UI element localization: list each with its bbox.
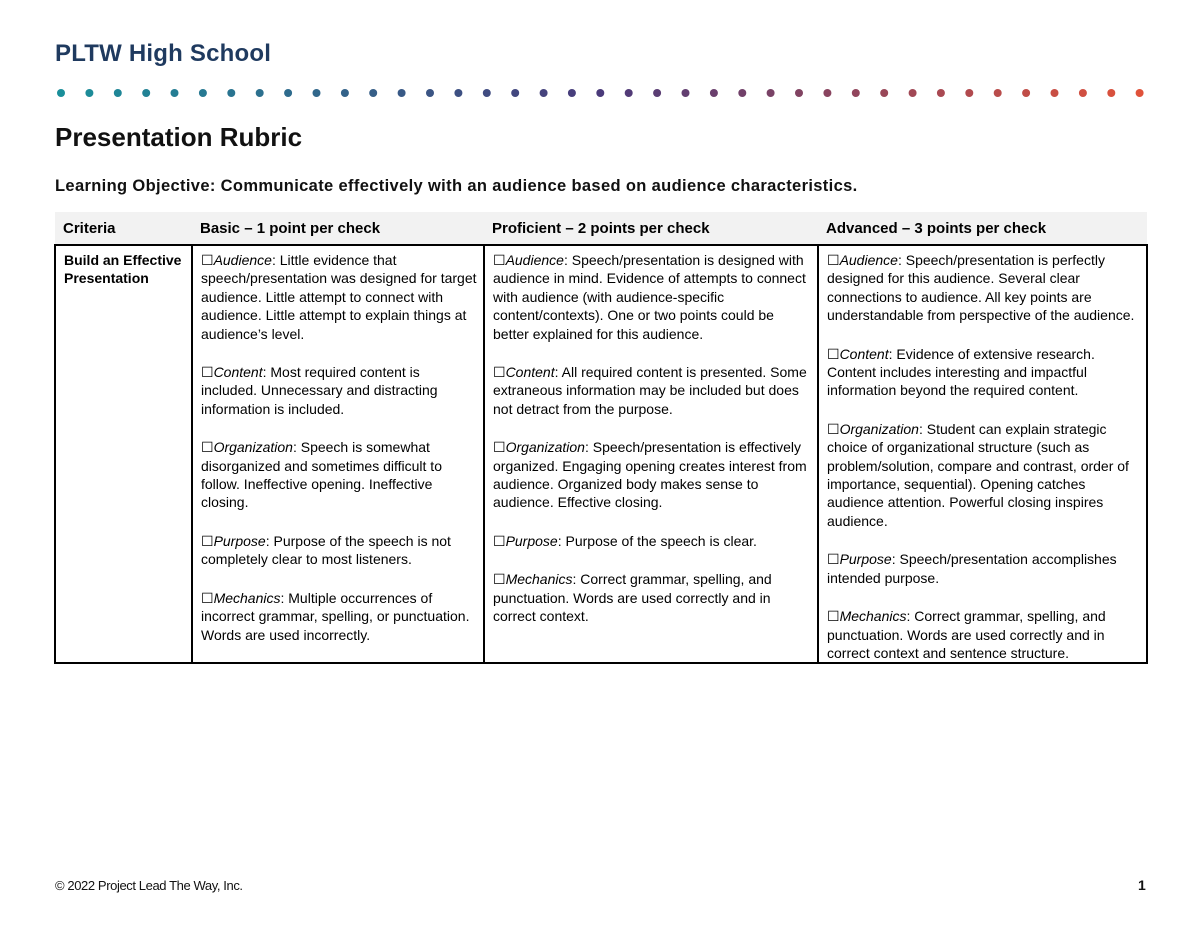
decorative-dot	[199, 89, 207, 97]
criterion-description: : Speech/presentation is designed with audience in mind. Evidence of attempts to connect with audience (with audience-specific content/contexts). One or two points could be better explained for this audience.	[493, 252, 806, 342]
decorative-dot	[823, 89, 831, 97]
decorative-dot	[596, 89, 604, 97]
checkbox-icon[interactable]: ☐	[493, 439, 506, 456]
advanced-cell	[818, 245, 1147, 663]
decorative-dot	[57, 89, 65, 97]
checkbox-icon[interactable]: ☐	[827, 420, 840, 437]
criterion-term: Audience	[213, 252, 272, 268]
decorative-dot	[540, 89, 548, 97]
rubric-header-row	[55, 212, 1147, 245]
decorative-dot	[965, 89, 973, 97]
decorative-dot	[682, 89, 690, 97]
decorative-dot	[313, 89, 321, 97]
criterion-description: : Evidence of extensive research. Content includes interesting and impactful information beyond the required content.	[827, 345, 1095, 399]
decorative-dot	[568, 89, 576, 97]
criterion-term: Purpose	[839, 551, 892, 568]
criterion-term: Organization	[213, 439, 293, 456]
criterion-term: Content	[505, 364, 555, 381]
checkbox-icon[interactable]: ☐	[201, 439, 214, 456]
criterion-description: : Purpose of the speech is not completely clear to most listeners.	[201, 532, 451, 568]
criterion-description: : Student can explain strategic choice of organizational structure (such as problem/solution, compare and contrast, order of importance, sequential). Opening catches audience attention. Powerful closing inspires audience.	[827, 420, 1129, 529]
org-title: PLTW High School	[55, 40, 272, 67]
decorative-dot	[653, 89, 661, 97]
decorative-dot	[171, 89, 179, 97]
criterion-term: Mechanics	[213, 589, 281, 606]
decorative-dot	[625, 89, 633, 97]
decorative-dot	[85, 89, 93, 97]
decorative-dot	[1079, 89, 1087, 97]
learning-objective: Learning Objective: Communicate effectively with an audience based on audience characteristics.	[55, 177, 858, 195]
checkbox-icon[interactable]: ☐	[827, 345, 840, 362]
criterion-description: : Purpose of the speech is clear.	[557, 532, 757, 549]
decorative-dot	[994, 89, 1002, 97]
criterion-term: Audience	[505, 252, 564, 268]
table-row	[55, 245, 1147, 663]
criterion-check-item	[827, 607, 1140, 662]
checkbox-icon[interactable]: ☐	[201, 589, 214, 606]
criteria-cell: Build an Effective Presentation	[55, 245, 192, 663]
checkbox-icon[interactable]: ☐	[493, 532, 506, 549]
proficient-cell	[484, 245, 818, 663]
decorative-dot	[284, 89, 292, 97]
decorative-dot	[909, 89, 917, 97]
criterion-term: Content	[213, 364, 263, 381]
criterion-check-item	[493, 251, 811, 343]
criterion-check-item	[201, 532, 477, 569]
criterion-description: : Speech/presentation is perfectly designed for this audience. Several clear connections to audience. All key points are understandable from perspective of the audience.	[827, 252, 1135, 324]
decorative-dot	[795, 89, 803, 97]
decorative-dot	[227, 89, 235, 97]
checkbox-icon[interactable]: ☐	[493, 252, 506, 268]
decorative-dot	[1022, 89, 1030, 97]
decorative-dot-strip	[57, 86, 1147, 100]
header-advanced: Advanced – 3 points per check	[818, 212, 1147, 245]
basic-cell	[192, 245, 484, 663]
criterion-description: : Speech/presentation is effectively organized. Engaging opening creates interest from audience. Organized body makes sense to audience. Effective closing.	[493, 439, 807, 511]
decorative-dot	[1051, 89, 1059, 97]
rubric-table	[54, 212, 1148, 664]
criterion-check-item	[493, 570, 811, 625]
criterion-check-item	[827, 345, 1140, 400]
criterion-term: Purpose	[213, 532, 266, 549]
checkbox-icon[interactable]: ☐	[827, 252, 840, 268]
decorative-dot	[398, 89, 406, 97]
checkbox-icon[interactable]: ☐	[201, 532, 214, 549]
document-title: Presentation Rubric	[55, 122, 303, 152]
criterion-check-item	[493, 363, 811, 418]
decorative-dot	[880, 89, 888, 97]
decorative-dot	[114, 89, 122, 97]
criterion-term: Audience	[839, 252, 898, 268]
criterion-description: : Most required content is included. Unnecessary and distracting information is included.	[201, 364, 438, 417]
checkbox-icon[interactable]: ☐	[201, 364, 214, 381]
criterion-check-item	[201, 438, 477, 512]
criterion-check-item	[827, 550, 1140, 587]
criterion-check-item	[201, 363, 477, 418]
criterion-term: Purpose	[505, 532, 558, 549]
checkbox-icon[interactable]: ☐	[827, 608, 840, 625]
checkbox-icon[interactable]: ☐	[827, 551, 840, 568]
criterion-check-item	[201, 589, 477, 644]
decorative-dot	[369, 89, 377, 97]
criterion-description: : Correct grammar, spelling, and punctuation. Words are used correctly and in correct context.	[493, 571, 772, 625]
criterion-check-item	[493, 532, 811, 550]
header-criteria: Criteria	[55, 212, 192, 245]
checkbox-icon[interactable]: ☐	[201, 252, 214, 268]
criterion-description: : All required content is presented. Some extraneous information may be included but does not detract from the purpose.	[493, 364, 807, 417]
decorative-dot	[454, 89, 462, 97]
decorative-dot	[142, 89, 150, 97]
criterion-check-item	[201, 251, 477, 343]
criterion-description: : Speech is somewhat disorganized and sometimes difficult to follow. Ineffective opening. Ineffective closing.	[201, 439, 442, 511]
decorative-dot	[426, 89, 434, 97]
criterion-check-item	[827, 251, 1140, 325]
criterion-check-item	[493, 438, 811, 512]
decorative-dot	[937, 89, 945, 97]
criterion-term: Organization	[839, 420, 919, 437]
decorative-dot	[738, 89, 746, 97]
checkbox-icon[interactable]: ☐	[493, 364, 506, 381]
page-number: 1	[1138, 877, 1146, 893]
criterion-description: : Correct grammar, spelling, and punctuation. Words are used correctly and in correct context and sentence structure.	[827, 608, 1106, 661]
criterion-term: Organization	[505, 439, 585, 456]
criterion-term: Mechanics	[839, 608, 907, 625]
decorative-dot	[341, 89, 349, 97]
criterion-term: Mechanics	[505, 571, 573, 588]
decorative-dot	[852, 89, 860, 97]
decorative-dot	[767, 89, 775, 97]
checkbox-icon[interactable]: ☐	[493, 571, 506, 588]
criterion-description: : Multiple occurrences of incorrect grammar, spelling, or punctuation. Words are used incorrectly.	[201, 589, 470, 643]
decorative-dot	[1136, 89, 1144, 97]
decorative-dot	[511, 89, 519, 97]
criterion-description: : Little evidence that speech/presentation was designed for target audience. Little attempt to connect with audience. Little attempt to explain things at audience’s level.	[201, 252, 477, 342]
criterion-description: : Speech/presentation accomplishes intended purpose.	[827, 551, 1117, 586]
criterion-term: Content	[839, 345, 889, 362]
criterion-check-item	[827, 420, 1140, 530]
header-basic: Basic – 1 point per check	[192, 212, 484, 245]
copyright-footer: © 2022 Project Lead The Way, Inc.	[55, 878, 243, 893]
decorative-dot	[483, 89, 491, 97]
decorative-dot	[256, 89, 264, 97]
header-proficient: Proficient – 2 points per check	[484, 212, 818, 245]
decorative-dot	[1107, 89, 1115, 97]
decorative-dot	[710, 89, 718, 97]
